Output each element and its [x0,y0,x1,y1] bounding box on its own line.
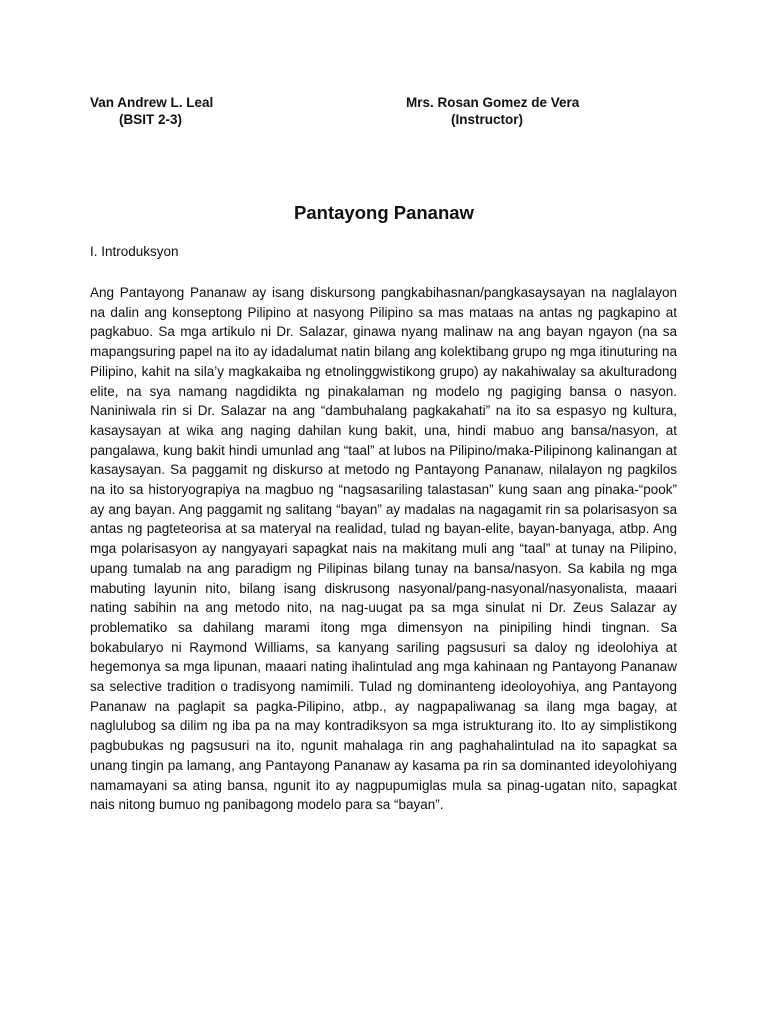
document-title: Pantayong Pananaw [294,202,474,223]
instructor-role: (Instructor) [451,112,523,127]
instructor-name: Mrs. Rosan Gomez de Vera [406,95,580,110]
author-name: Van Andrew L. Leal [90,95,214,110]
instructor-block [406,94,666,128]
author-section: (BSIT 2-3) [119,112,183,127]
author-block [90,94,350,128]
document-header [90,94,690,134]
section-heading: I. Introduksyon [90,244,179,259]
body-paragraph: Ang Pantayong Pananaw ay isang diskursong pangkabihasnan/pangkasaysayan na naglalayon na dalin ang konseptong Pilipino at nasyong Pilipino sa mas mataas na antas ng pagkapino at pagkabuo. Sa mga artikulo ni Dr. Salazar, ginawa nyang malinaw na ang bayan ngayon (na sa mapangsuring papel na ito ay idadalumat natin bilang ang kolektibang grupo ng mga itinuturing na Pilipino, kahit na sila’y magkakaiba ng etnolinggwistikong grupo) ay nakahiwalay sa akulturadong elite, na sya namang nagdidikta ng pinakalaman ng modelo ng pagiging bansa o nasyon. Naniniwala rin si Dr. Salazar na ang “dambuhalang pagkakahati” na ito sa espasyo ng kultura, kasaysayan at wika ang naging dahilan kung bakit, una, hindi mabuo ang bansa/nasyon, at pangalawa, kung bakit hindi umunlad ang “taal” at lubos na Pilipino/maka-Pilipinong kalinangan at kasaysayan. Sa paggamit ng diskurso at metodo ng Pantayong Pananaw, nilalayon ng pagkilos na ito sa historyograpiya na magbuo ng “nagsasariling talastasan” kung saan ang pinaka-“pook” ay ang bayan. Ang paggamit ng salitang “bayan” ay madalas na nagagamit rin sa polarisasyon sa antas ng pagteteorisa at sa materyal na realidad, tulad ng bayan-elite, bayan-banyaga, atbp. Ang mga polarisasyon ay nangyayari sapagkat nais na makitang muli ang “taal” at tunay na Pilipino, upang tumalab na ang paradigm ng Pilipinas bilang tunay na bansa/nasyon. Sa kabila ng mga mabuting layunin nito, bilang isang diskrusong nasyonal/pang-nasyonal/nasyonalista, maaari nating sabihin na ang metodo nito, na nag-uugat pa sa mga sinulat ni Dr. Zeus Salazar ay problematiko sa dahilang marami itong mga dimensyon na pinipiling hindi tingnan. Sa bokabularyo ni Raymond Williams, sa kanyang sariling pagsusuri sa daloy ng ideolohiya at hegemonya sa mga lipunan, maaari nating ihalintulad ang mga kahinaan ng Pantayong Pananaw sa selective tradition o tradisyong namimili. Tulad ng dominanteng ideoloyohiya, ang Pantayong Pananaw na paglapit sa pagka-Pilipino, atbp., ay nagpapaliwanag sa ilang mga bagay, at naglulubog sa dilim ng iba pa na may kontradiksyon sa mga istrukturang ito. Ito ay simplistikong pagbubukas ng pagsusuri na ito, ngunit mahalaga rin ang paghahalintulad na ito sapagkat sa unang tingin pa lamang, ang Pantayong Pananaw ay kasama pa rin sa dominanted ideyolohiyang namamayani sa ating bansa, ngunit ito ay nagpupumiglas mula sa pinag-ugatan nito, sapagkat nais nitong bumuo ng panibagong modelo para sa “bayan”. [90,285,677,813]
